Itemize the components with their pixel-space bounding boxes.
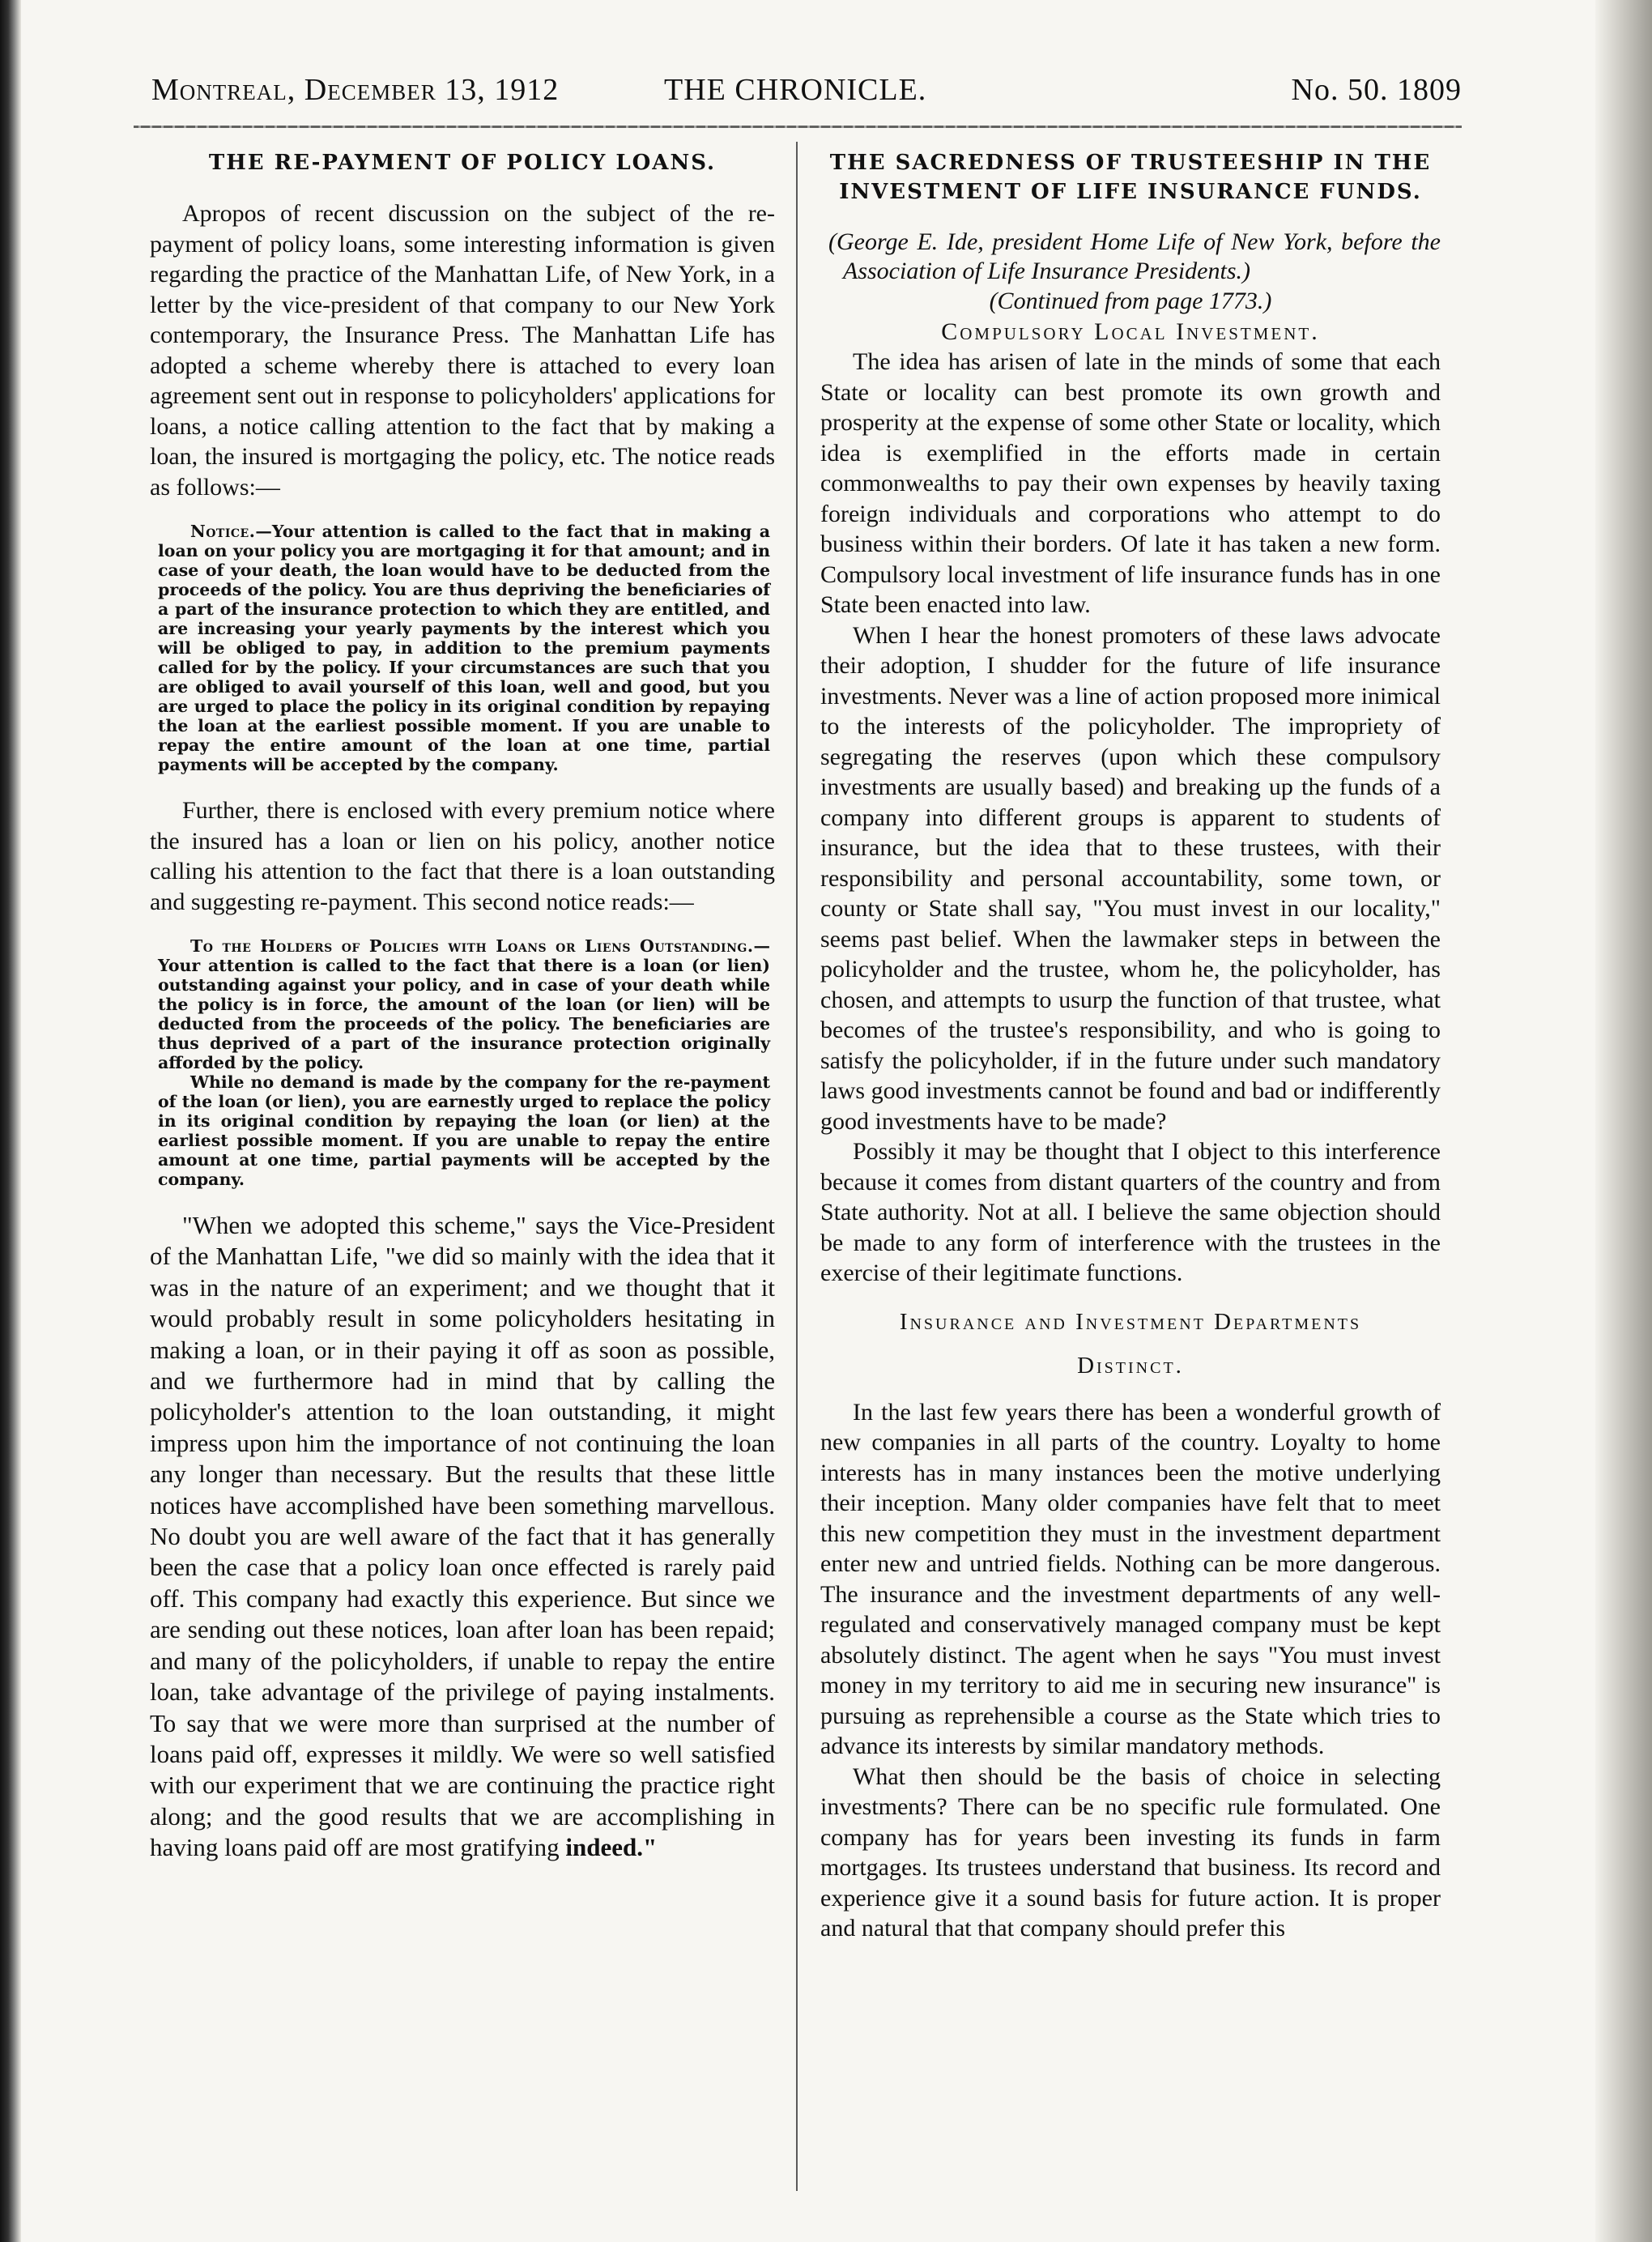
header-rule bbox=[134, 126, 1462, 128]
section-heading-departments-distinct bbox=[820, 1300, 1441, 1387]
section-heading-compulsory-investment: Compulsory Local Investment. bbox=[941, 318, 1320, 345]
quote-closing: indeed." bbox=[565, 1833, 658, 1862]
paragraph-1: The idea has arisen of late in the minds of some that each State or locality can best promote its own growth and prosperity at the expense of some other State or locality, which idea is exemplified in the efforts made in certain commonwealths to pay their own expenses by heavily taxing foreign individuals and corporations who attempt to do business within their borders. Of late it has taken a new form. Compulsory local investment of life insurance funds has in one State been enacted into law. bbox=[820, 348, 1441, 618]
left-column bbox=[150, 148, 775, 1864]
page-edge-shadow bbox=[1595, 0, 1652, 2242]
newspaper-page bbox=[134, 61, 1462, 2191]
vice-president-quote bbox=[150, 1210, 775, 1864]
section-heading-line-2: Distinct. bbox=[1077, 1352, 1184, 1379]
article-byline: (George E. Ide, president Home Life of New York, before the Association of Life Insurance Presidents.) bbox=[828, 228, 1441, 284]
header-issue-page: No. 50. 1809 bbox=[1291, 73, 1462, 107]
notice-2-label: To the Holders of Policies with Loans or Liens Outstanding. bbox=[190, 936, 754, 956]
column-divider bbox=[796, 142, 798, 2191]
article-title-policy-loans: THE RE-PAYMENT OF POLICY LOANS. bbox=[208, 151, 717, 175]
continued-from-note: (Continued from page 1773.) bbox=[989, 288, 1272, 314]
notice-1-text: —Your attention is called to the fact that in making a loan on your policy you are mortgaging it for that amount; and in case of your death, the loan would have to be deducted from the proceeds of the policy. You are thus depriving the beneficiaries of a part of the insurance protection to which they are entitled, and are increasing your yearly payments by the interest which you will be obliged to pay, in addition to the premium payments called for by the policy. If your circumstances are such that you are obliged to avail yourself of this loan, well and good, but you are urged to place the policy in its original condition by repaying the loan at the earliest possible moment. If you are unable to repay the entire amount of the loan at one time, partial payments will be accepted by the company. bbox=[158, 522, 770, 774]
paragraph-4: In the last few years there has been a wonderful growth of new companies in all parts of the country. Loyalty to home interests has in many instances been the motive underlying their inception. Many older companies have felt that to meet this new competition they must in the investment department enter new and untried fields. Nothing can be more dangerous. The insurance and the investment departments of any well-regulated and conservatively managed company must be kept absolutely distinct. The agent when he says "You must invest money in my territory to aid me in securing new insurance" is pursuing as reprehensible a course as the State which tries to advance its interests by similar mandatory methods. bbox=[820, 1398, 1441, 1759]
article-title-trusteeship: THE SACREDNESS OF TRUSTEESHIP IN THE INVESTMENT OF LIFE INSURANCE FUNDS. bbox=[829, 151, 1432, 204]
article-intro-paragraph: Apropos of recent discussion on the subject of the re-payment of policy loans, some interesting information is given regarding the practice of the Manhattan Life, of New York, in a letter by the vice-president of that company to our New York contemporary, the Insurance Press. The Manhattan Life has adopted a scheme whereby there is attached to every loan agreement sent out in response to policyholders' applications for loans, a notice calling attention to the fact that by making a loan, the insured is mortgaging the policy, etc. The notice reads as follows:— bbox=[150, 200, 775, 501]
further-paragraph: Further, there is enclosed with every premium notice where the insured has a loan or lien on his policy, another notice calling his attention to the fact that there is a loan outstanding and suggesting re-payment. This second notice reads:— bbox=[150, 797, 775, 915]
header-date: Montreal, December 13, 1912 bbox=[151, 73, 560, 107]
paragraph-2: When I hear the honest promoters of these laws advocate their adoption, I shudder for the future of life insurance investments. Never was a line of action proposed more inimical to the interests of the policyholder. The impropriety of segregating the reserves (upon which these compulsory investments are usually based) and breaking up the funds of a company into different groups is apparent to students of insurance, but the idea that to these trustees, with their responsibility and personal accountability, some town, or county or State shall say, "You must invest in our locality," seems past belief. When the lawmaker steps in between the policyholder and the trustee, whom he, the policyholder, has chosen, and attempts to usurp the function of that trustee, what becomes of the trustee's responsibility, and who is going to satisfy the policyholder, if in the future under such mandatory laws good investments cannot be found and bad or indifferently good investments have to be made? bbox=[820, 621, 1441, 1135]
section-heading-line-1: Insurance and Investment Departments bbox=[899, 1308, 1362, 1335]
paragraph-5: What then should be the basis of choice in selecting investments? There can be no specific rule formulated. One company has for years been investing its funds in farm mortgages. Its trustees understand that business. Its record and experience give it a sound basis for future action. It is proper and natural that that company should prefer this bbox=[820, 1762, 1441, 1942]
running-header bbox=[134, 61, 1462, 117]
notice-2-text: —Your attention is called to the fact that there is a loan (or lien) outstanding against your policy, and in case of your death while the policy is in force, the amount of the loan (or lien) will be deducted from the proceeds of the policy. The beneficiaries are thus deprived of a part of the insurance protection originally afforded by the policy. bbox=[158, 936, 770, 1072]
notice-2-text-continued: While no demand is made by the company for the re-payment of the loan (or lien), you are earnestly urged to replace the policy in its original condition by repaying the loan (or lien) at the earliest possible moment. If you are unable to repay the entire amount at one time, partial payments will be accepted by the company. bbox=[158, 1072, 770, 1189]
notice-block-2 bbox=[158, 936, 770, 1189]
quote-body: "When we adopted this scheme," says the Vice-President of the Manhattan Life, "we did so mainly with the idea that it was in the nature of an experiment; and we thought that it would probably result in some policyholders hesitating in making a loan, or in their paying it off as soon as possible, and we furthermore had in mind that by calling the policyholder's attention to the loan outstanding, it might impress upon him the importance of not continuing the loan any longer than necessary. But the results that these little notices have accomplished have been something marvellous. No doubt you are well aware of the fact that it has generally been the case that a policy loan once effected is rarely paid off. This company had exactly this experience. But since we are sending out these notices, loan after loan has been repaid; and many of the policyholders, if unable to repay the entire loan, take advantage of the privilege of paying instalments. To say that we were more than surprised at the number of loans paid off, expresses it mildly. We were so well satisfied with our experiment that we are continuing the practice right along; and the good results that we are accomplishing in having loans paid off are most gratifying bbox=[150, 1211, 775, 1862]
notice-block-1 bbox=[158, 522, 770, 774]
book-binding-shadow bbox=[0, 0, 21, 2242]
notice-1-label: Notice. bbox=[190, 522, 256, 541]
header-publication-title: THE CHRONICLE. bbox=[664, 73, 927, 107]
right-column bbox=[820, 148, 1441, 1944]
paragraph-3: Possibly it may be thought that I object to this interference because it comes from distant quarters of the country and from State authority. Not at all. I believe the same objection should be made to any form of interference with the trustees in the exercise of their legitimate functions. bbox=[820, 1138, 1441, 1286]
